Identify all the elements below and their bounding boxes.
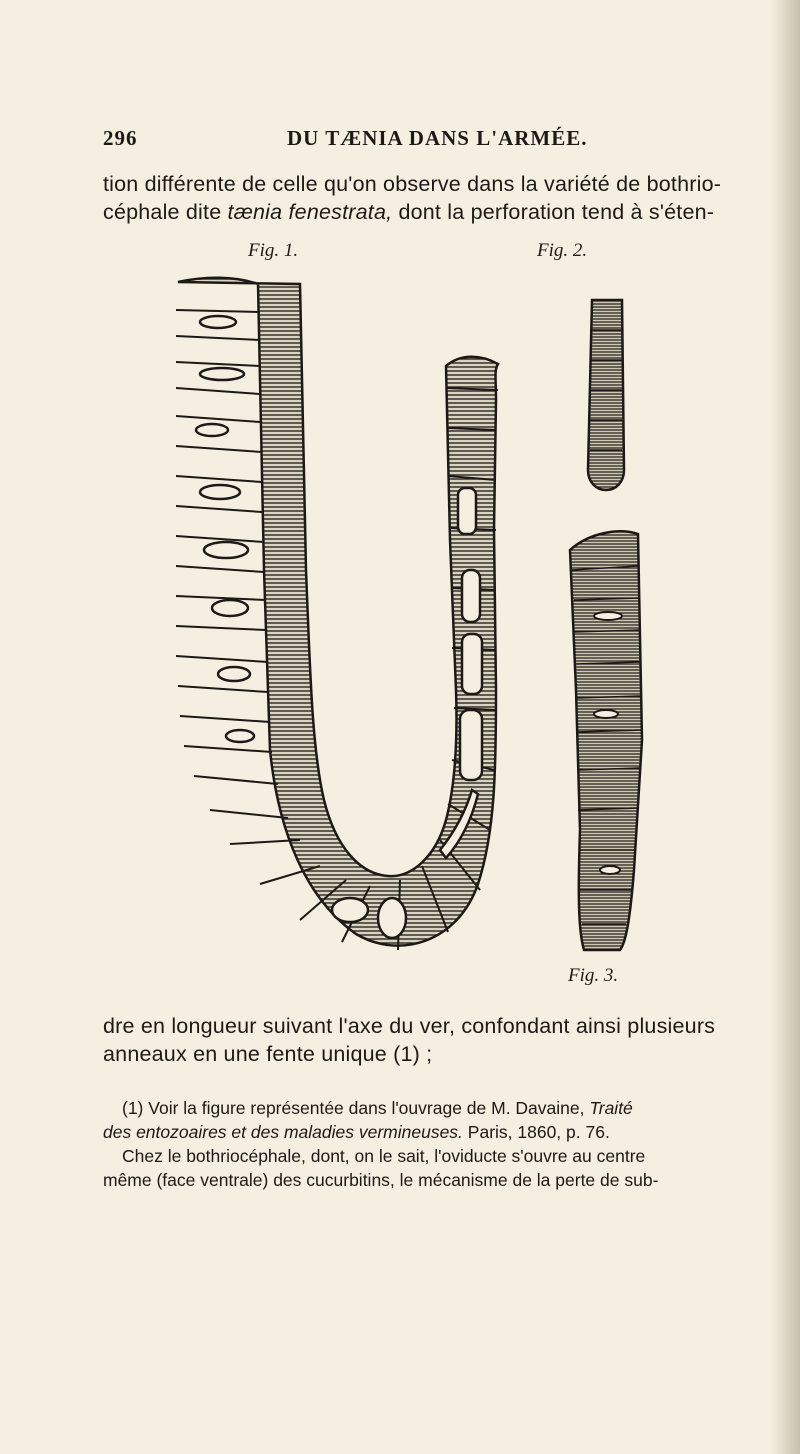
figure-1-drawing <box>176 278 498 950</box>
tapeworm-illustration <box>160 270 680 970</box>
text-span: Paris, 1860, p. 76. <box>462 1122 610 1142</box>
footnote-line <box>103 1120 733 1144</box>
text-line: anneaux en une fente unique (1) ; <box>103 1042 433 1066</box>
text-span: céphale dite <box>103 200 228 224</box>
footnote-line: même (face ventrale) des cucurbitins, le mécanisme de la perte de sub- <box>103 1170 659 1190</box>
footnote-line: Chez le bothriocéphale, dont, on le sait, l'oviducte s'ouvre au centre <box>122 1146 646 1166</box>
paragraph-bottom <box>103 1012 733 1068</box>
text-line: dre en longueur suivant l'axe du ver, confondant ainsi plusieurs <box>103 1014 716 1038</box>
figure-caption-3: Fig. 3. <box>568 965 619 986</box>
footnote <box>103 1096 733 1192</box>
italic-title: Traité <box>589 1098 633 1118</box>
figure-caption-2: Fig. 2. <box>537 240 588 261</box>
text-span: dont la perforation tend à s'éten- <box>392 200 715 224</box>
figure-caption-1: Fig. 1. <box>248 240 299 261</box>
page-edge-shadow <box>770 0 800 1454</box>
running-title: DU TÆNIA DANS L'ARMÉE. <box>287 126 588 150</box>
footnote-line <box>103 1096 733 1120</box>
figure-3-drawing <box>570 531 642 950</box>
page-number: 296 <box>103 126 138 150</box>
text-span: (1) Voir la figure représentée dans l'ouvrage de M. Davaine, <box>122 1098 590 1118</box>
paragraph-top <box>103 170 733 226</box>
italic-title: des entozoaires et des maladies vermineuses. <box>103 1122 463 1142</box>
text-line <box>103 198 733 226</box>
text-line: tion différente de celle qu'on observe dans la variété de bothrio- <box>103 172 722 196</box>
figure-2-drawing <box>588 300 624 490</box>
italic-term: tænia fenestrata, <box>227 200 393 224</box>
